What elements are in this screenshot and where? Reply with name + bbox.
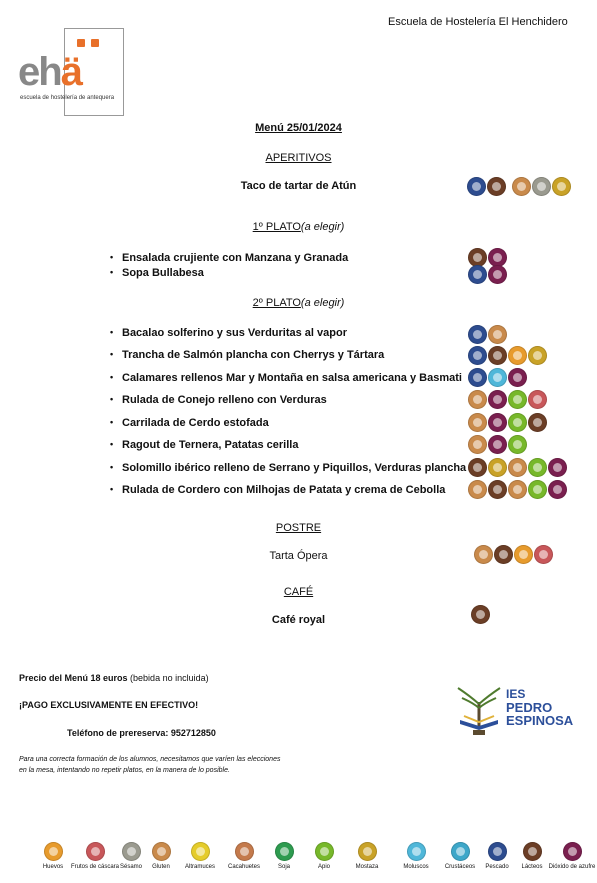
allergens-segundo-4	[468, 390, 547, 410]
gluten-allergen-icon	[152, 842, 171, 861]
legend-label: Crustáceos	[444, 864, 476, 870]
sulfito-allergen-icon	[488, 390, 507, 409]
legend-label: Huevos	[42, 864, 64, 870]
lacteos-allergen-icon	[528, 413, 547, 432]
section-aperitivos-title: APERITIVOS	[265, 152, 332, 164]
pescado-allergen-icon	[468, 325, 487, 344]
crust-allergen-icon	[451, 842, 470, 861]
altram-allergen-icon	[191, 842, 210, 861]
allergens-aperitivo	[467, 177, 571, 197]
dish-primero-1: • Ensalada crujiente con Manzana y Granada	[110, 252, 348, 264]
legend-label: Dióxido de azufre	[548, 864, 596, 870]
logo-dots	[71, 39, 111, 49]
frutos-allergen-icon	[534, 545, 553, 564]
legend-label: Moluscos	[403, 864, 429, 870]
legend-label: Frutos de cáscara	[70, 864, 120, 870]
pescado-allergen-icon	[468, 368, 487, 387]
lacteos-allergen-icon	[523, 842, 542, 861]
legend-label: Mostaza	[355, 864, 379, 870]
molus-allergen-icon	[407, 842, 426, 861]
gluten-allergen-icon	[474, 545, 493, 564]
lacteos-allergen-icon	[468, 458, 487, 477]
pescado-allergen-icon	[468, 346, 487, 365]
gluten-allergen-icon	[468, 435, 487, 454]
mostaza-allergen-icon	[552, 177, 571, 196]
legend-label: Soja	[277, 864, 290, 870]
dish-segundo-7: • Solomillo ibérico relleno de Serrano y Piquillos, Verduras plancha	[110, 462, 466, 474]
logo-letters: ehä	[18, 50, 81, 94]
sulfito-allergen-icon	[548, 458, 567, 477]
apio-allergen-icon	[528, 480, 547, 499]
legend-label: Altramuces	[184, 864, 215, 870]
cacah-allergen-icon	[235, 842, 254, 861]
mostaza-allergen-icon	[528, 346, 547, 365]
gluten-allergen-icon	[488, 325, 507, 344]
mostaza-allergen-icon	[488, 458, 507, 477]
allergen-legend	[0, 842, 597, 883]
legend-item-sulfito	[547, 842, 597, 871]
gluten-allergen-icon	[468, 413, 487, 432]
apio-allergen-icon	[528, 458, 547, 477]
ies-logo-text: IES PEDRO ESPINOSA	[506, 687, 574, 728]
mostaza-allergen-icon	[358, 842, 377, 861]
frutos-allergen-icon	[528, 390, 547, 409]
dish-segundo-2: • Trancha de Salmón plancha con Cherrys y Tártara	[110, 349, 384, 361]
allergens-segundo-2	[468, 346, 547, 366]
dish-segundo-3: • Calamares rellenos Mar y Montaña en salsa americana y Basmati	[110, 372, 462, 384]
logo-tagline: escuela de hostelería de antequera	[20, 95, 115, 101]
allergens-segundo-1	[468, 325, 507, 345]
gluten-allergen-icon	[508, 458, 527, 477]
menu-title: Menú 25/01/2024	[255, 122, 342, 134]
dish-segundo-4: • Rulada de Conejo relleno con Verduras	[110, 394, 327, 406]
tree-book-icon	[456, 682, 502, 736]
legend-label: Gluten	[152, 864, 170, 870]
lacteos-allergen-icon	[494, 545, 513, 564]
section-cafe-title: CAFÉ	[283, 586, 314, 598]
school-name: Escuela de Hostelería El Henchidero	[388, 16, 568, 28]
legend-label: Sésamo	[119, 864, 142, 870]
selection-note: Para una correcta formación de los alumnos, necesitamos que varíen las elecciones en la mesa, intentando no repetir platos, en la manera de lo posible.	[19, 756, 281, 774]
allergens-segundo-3	[468, 368, 527, 388]
allergens-segundo-8	[468, 480, 567, 500]
gluten-allergen-icon	[468, 480, 487, 499]
sulfito-allergen-icon	[563, 842, 582, 861]
sulfito-allergen-icon	[548, 480, 567, 499]
allergens-postre	[474, 545, 553, 565]
pescado-allergen-icon	[488, 842, 507, 861]
legend-label: Pescado	[485, 864, 509, 870]
payment-notice: ¡PAGO EXCLUSIVAMENTE EN EFECTIVO!	[19, 700, 199, 710]
gluten-allergen-icon	[468, 390, 487, 409]
huevos-allergen-icon	[514, 545, 533, 564]
allergens-primero-2	[468, 265, 507, 285]
legend-label: Lácteos	[521, 864, 543, 870]
dish-cafe: Café royal	[271, 614, 326, 626]
sulfito-allergen-icon	[508, 368, 527, 387]
molus-allergen-icon	[488, 368, 507, 387]
allergens-segundo-6	[468, 435, 527, 455]
legend-label: Apio	[317, 864, 330, 870]
soja-allergen-icon	[275, 842, 294, 861]
huevos-allergen-icon	[44, 842, 63, 861]
allergens-segundo-5	[468, 413, 547, 433]
apio-allergen-icon	[508, 390, 527, 409]
apio-allergen-icon	[508, 413, 527, 432]
section-segundo-title: 2º PLATO(a elegir)	[252, 297, 345, 309]
dish-primero-2: • Sopa Bullabesa	[110, 267, 204, 279]
allergens-cafe	[471, 605, 490, 625]
dish-segundo-1: • Bacalao solferino y sus Verduritas al vapor	[110, 327, 347, 339]
dish-postre: Tarta Ópera	[269, 550, 328, 562]
phone-number: 952712850	[170, 728, 216, 738]
dish-segundo-6: • Ragout de Ternera, Patatas cerilla	[110, 439, 298, 451]
phone-line: Teléfono de prereserva: 952712850	[67, 728, 216, 738]
frutos-allergen-icon	[86, 842, 105, 861]
sulfito-allergen-icon	[488, 413, 507, 432]
ies-pedro-espinosa-logo	[452, 680, 574, 740]
legend-item-mostaza	[342, 842, 392, 871]
apio-allergen-icon	[315, 842, 334, 861]
dish-segundo-5: • Carrilada de Cerdo estofada	[110, 417, 269, 429]
icon-spacer	[507, 177, 511, 197]
gluten-allergen-icon	[512, 177, 531, 196]
dish-segundo-8: • Rulada de Cordero con Milhojas de Patata y crema de Cebolla	[110, 484, 445, 496]
legend-item-molus	[391, 842, 441, 871]
sesamo-allergen-icon	[532, 177, 551, 196]
section-primero-title: 1º PLATO(a elegir)	[252, 221, 345, 233]
lacteos-allergen-icon	[488, 346, 507, 365]
lacteos-allergen-icon	[487, 177, 506, 196]
lacteos-allergen-icon	[471, 605, 490, 624]
school-logo	[18, 26, 133, 118]
allergens-segundo-7	[468, 458, 567, 478]
pescado-allergen-icon	[468, 265, 487, 284]
section-postre-title: POSTRE	[275, 522, 322, 534]
apio-allergen-icon	[508, 435, 527, 454]
sulfito-allergen-icon	[488, 265, 507, 284]
legend-label: Cacahuetes	[227, 864, 261, 870]
price-line: Precio del Menú 18 euros (bebida no incluida)	[19, 673, 209, 683]
lacteos-allergen-icon	[488, 480, 507, 499]
legend-item-altram	[175, 842, 225, 871]
dish-aperitivo: Taco de tartar de Atún	[240, 180, 357, 192]
sulfito-allergen-icon	[488, 435, 507, 454]
pescado-allergen-icon	[467, 177, 486, 196]
gluten-allergen-icon	[508, 480, 527, 499]
huevos-allergen-icon	[508, 346, 527, 365]
